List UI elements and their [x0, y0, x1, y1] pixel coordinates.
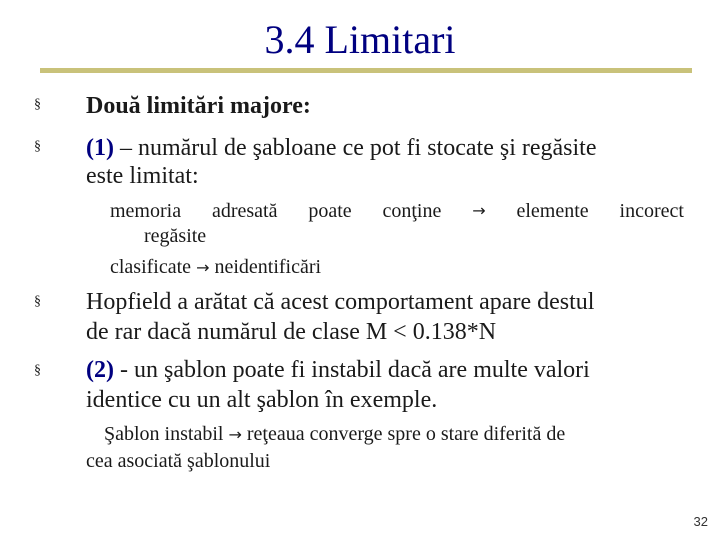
bullet-2-text: – numărul de şabloane ce pot fi stocate şi regăsite [113, 135, 597, 161]
right-arrow-icon: → [472, 201, 486, 220]
sub-item-2-line-1 [104, 422, 565, 447]
bullet-marker: § [34, 294, 41, 309]
bullet-3-line-1: Hopfield a arătat că acest comportament apare destul [86, 289, 595, 315]
slide-title: 3.4 Limitari [264, 17, 456, 62]
bullet-4-line-1 [86, 356, 590, 384]
sub-word: elemente [516, 200, 589, 222]
bullet-1-text: Două limitări majore: [86, 93, 311, 119]
sub-word: poate [308, 200, 352, 222]
sub-item-1-line-2 [110, 255, 321, 280]
bullet-3-line-2: de rar dacă numărul de clase M < 0.138*N [86, 319, 497, 345]
right-arrow-icon: → [228, 425, 242, 444]
sub-text: neidentificări [209, 256, 322, 278]
sub-item-2-line-2: cea asociată şablonului [86, 450, 271, 472]
sub-word: incorect [619, 200, 684, 222]
title-divider [40, 68, 692, 73]
bullet-4-text: - un şablon poate fi instabil dacă are multe valori [113, 357, 590, 383]
sub-text: reţeaua converge spre o stare diferită de [241, 423, 566, 445]
bullet-4-line-2: identice cu un alt şablon în exemple. [86, 387, 438, 413]
right-arrow-icon: → [196, 258, 210, 277]
bullet-2-line-2: este limitat: [86, 163, 199, 189]
bullet-2-line-1 [86, 134, 596, 162]
sub-word: adresată [211, 200, 278, 222]
page-number: 32 [693, 514, 708, 529]
sub-word: conţine [382, 200, 442, 222]
sub-item-1-continuation: regăsite [144, 225, 207, 247]
bullet-2-label: (1) [86, 135, 114, 161]
bullet-4-label: (2) [86, 357, 114, 383]
sub-item-1-line-1 [110, 199, 684, 223]
sub-word: memoria [110, 200, 182, 222]
bullet-marker: § [34, 139, 41, 154]
sub-text: clasificate [110, 256, 197, 278]
bullet-marker: § [34, 97, 41, 112]
sub-text: Şablon instabil [104, 423, 229, 445]
bullet-marker: § [34, 363, 41, 378]
